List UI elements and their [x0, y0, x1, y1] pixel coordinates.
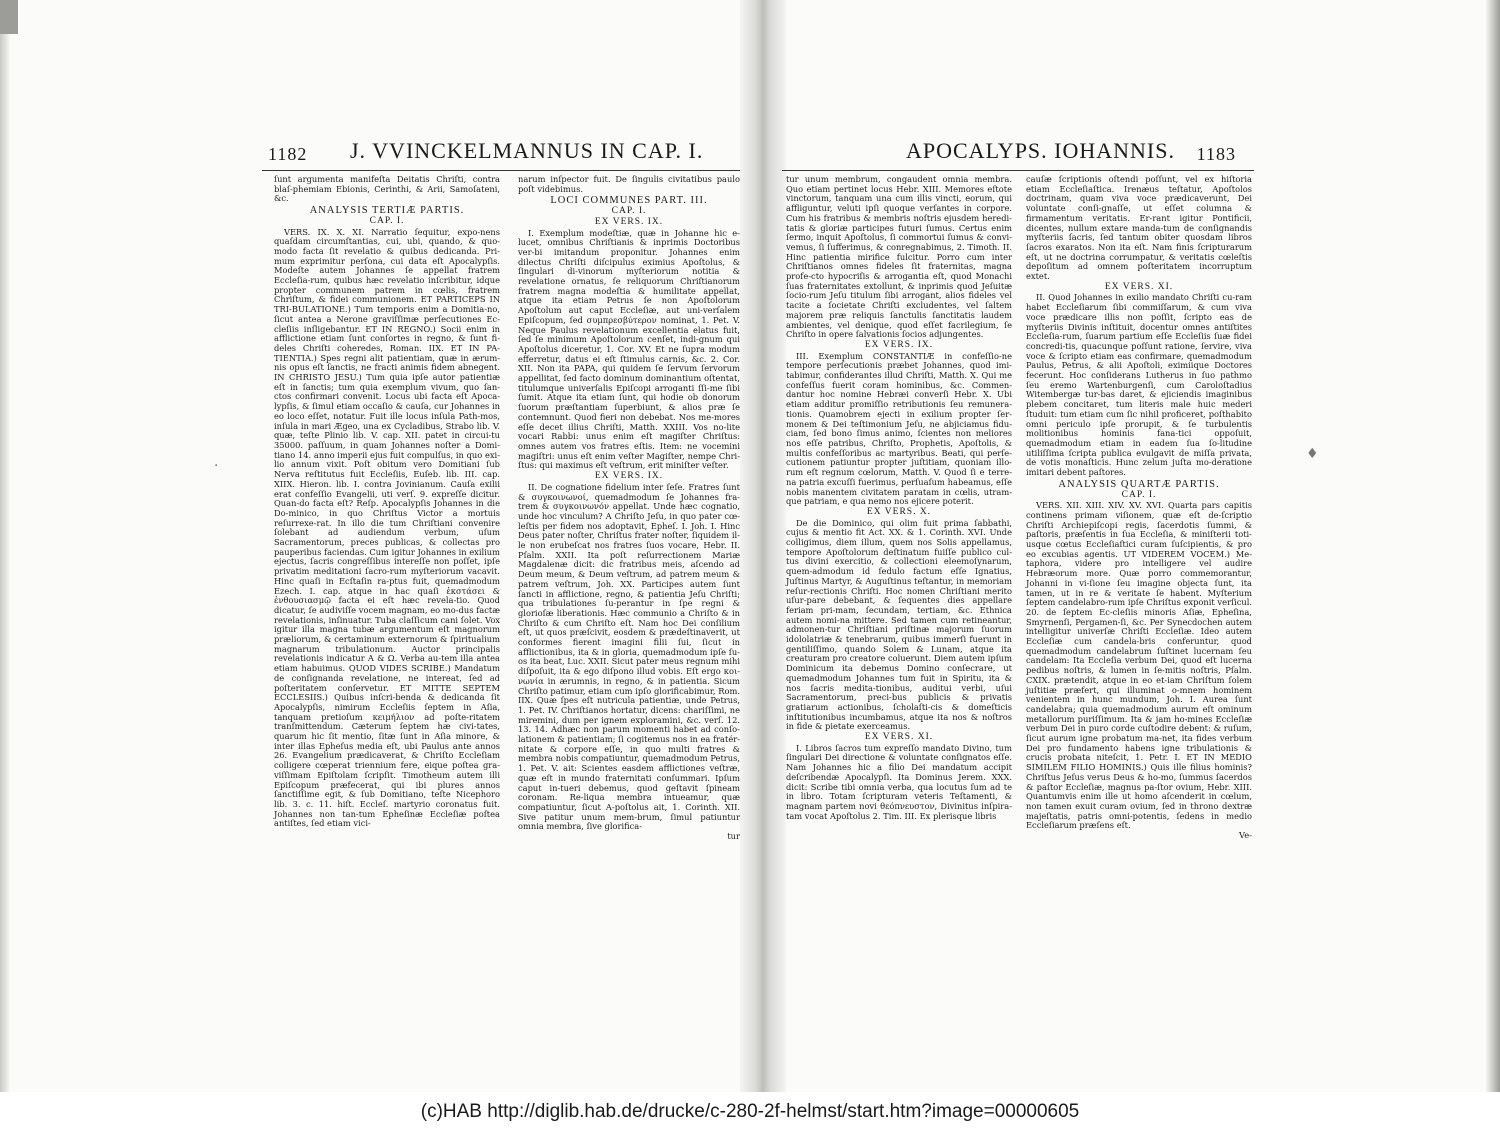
- body-paragraph: II. De cognatione fidelium inter ſeſe. Fratres ſunt & συγκοινωνοί, quemadmodum ſe Johannes fra-trem & συγκοινωνόν appellat. Unde hæc cognatio, unde hoc vinculum? A Chriſto Jeſu, in quo pater cœ-leſtis per fidem nos adoptavit, Epheſ. I. Joh. I. Hinc Deus pater noſter, Chriſtus frater noſter, ſiquidem il-le non erubeſcat nos fratres ſuos vocare, Hebr. II. Pſalm. XXII. Ita poſt reſurrectionem Mariæ Magdalenæ dicit: dic fratribus meis, aſcendo ad Deum meum, & Deum veſtrum, ad patrem meum & patrem veſtrum, Joh. XX. Participes autem ſunt ſancti in afflictione, regno, & patientia Jeſu Chriſti; qua tribulationes ſu-perantur in ſpe regni & glorioſæ liberationis. Hæc communio a Chriſto & in Chriſto & cum Chriſto eſt. Nam hoc Dei conſilium eſt, ut quos præſcivit, eosdem & prædeſtinaverit, ut conformes fierent imagini filii ſui, ſicut in afflictionibus, ita & in gloria, quemadmodum ipſe ſu-os ita beat, Luc. XXII. Sicut pater meus regnum mihi diſpoſuit, ita & ego diſpono illud vobis. Eſt ergo κοι-νωνία in ærumnis, in regno, & in patientia. Sicum Chriſto patimur, etiam cum ipſo glorificabimur, Rom. IIX. Quæ ſpes eſt nutricula patientiæ, unde Petrus, 1. Pet. IV. Chriſtianos hortatur, dicens: chariſſimi, ne miremini, dum per ignem exploramini, &c. verſ. 12. 13. 14. Adhæc non parum momenti habet ad conſo-lationem & patientiam; ſi cogitemus nos in ea fratér-nitate & corpore eſſe, in quo multi fratres & membra nobis compatiuntur, quemadmodum Petrus, 1. Pet. V. ait: Scientes easdem afflictiones veſtræ, quæ eſt in mundo fraternitati conſummari. Ipſum caput in-tueri debemus, quod geſtavit ſpineam coronam. Re-liqua membra intueamur, quæ compatiuntur, ſicut A-poſtolus ait, 1. Corinth. XII. Sive patitur unum mem-brum, ſimul patiuntur omnia membra, ſive glorifica-: [518, 481, 740, 832]
- body-paragraph: narum inſpector fuit. De ſingulis civitatibus paulo poſt videbimus.: [518, 174, 740, 194]
- body-paragraph: VERS. XII. XIII. XIV. XV. XVI. Quarta pars capitis continens primam viſionem, quæ eſt de-ſcriptio Chriſti Archiepiſcopi regis, ſacerdotis ſummi, & paſtoris, præſentis in ſua Eccleſia, & miniſterii toti-usque cœtus Eccleſiaſtici curam ſuſcipientis, & pro eo excubias agentis. UT VIDEREM VOCEM.) Me-taphora, videre pro intelligere vel audire Hebræorum more. Quæ porro commemorantur, Johanni in vi-ſione ſeu imagine objecta ſunt, ita tamen, ut in re & veritate ſe habent. Myſterium ſeptem candelabro-rum ipſe Chriſtus exponit verſicul. 20. de ſeptem Ec-cleſiis minoris Aſiæ, Epheſina, Smyrnenſi, Pergamen-ſi, &c. Per Synecdochen autem intelligitur univerſæ Chriſti Eccleſiæ. Ideo autem Eccleſiæ cum candela-bris conferuntur, quod quemadmodum candelabrum ſuſtinet lucernam ſeu candelam: Ita Eccleſia verbum Dei, quod eſt lucerna pedibus noſtris, & lumen in ſe-mitis noſtris, Pſalm. CXIX. prætendit, atque in eo et-iam Chriſtum ſolem juſtitiæ præfert, qui illuminat o-mnem hominem venientem in hunc mundum, Joh. I. Aurea ſunt candelabra; quia quemadmodum aurum eſt ominum metallorum puriſſimum. Ita & jam ho-mines Eccleſiæ verbum Dei in puro corde cuſtodire debent: & ruſum, ſicut aurum igne probatum ma-net, ita fides verbum Dei pro fundamento habens igne tribulationis & crucis probata niteſcit, 1. Petr. I. ET IN MEDIO SIMILEM FILIO HOMINIS.) Quis ille filius hominis? Chriſtus Jeſus verus Deus & ho-mo, ſummus ſacerdos & paſtor Eccleſiæ, magnus pa-ſtor ovium, Hebr. XIII. Quantumvis enim ille ut homo aſcenderit in cœlum, non tamen exuit curam ovium, ſed in throno dextræ majeſtatis, patris omni-potentis, ſedens in medio Eccleſiarum præſens eſt.: [1026, 500, 1252, 831]
- subsection-heading: EX VERS. IX.: [594, 216, 664, 227]
- right-page-column-2: [1026, 175, 1252, 841]
- subsection-heading: EX VERS. IX.: [594, 471, 664, 482]
- section-heading: ANALYSIS QUARTÆ PARTIS.: [1058, 478, 1220, 490]
- subsection-heading: EX VERS. XI.: [864, 732, 934, 743]
- body-paragraph: VERS. IX. X. XI. Narratio ſequitur, expo-nens quaſdam circumſtantias, cui, ubi, quando, & quo-modo facta ſit revelatio & quibus dedicanda. Pri-mum exprimitur perſona, cui data eſt Apocalypſis. Modeſte autem Johannes ſe appellat fratrem Eccleſia-rum, quibus hæc revelatio inſcribitur, idque propter communem patrem in cœlis, fratrem Chriſtum, & fidei communionem. ET PARTICEPS IN TRI-BULATIONE.) Tum temporis enim a Domitia-no, ſicut antea a Nerone graviſſimæ perſecutiones Ec-cleſiis inſligebantur. ET IN REGNO.) Socii enim in afflictione etiam ſunt conſortes in regno, & ſunt fi-deles Chriſti coheredes, Roman. IIX. ET IN PA-TIENTIA.) Spes regni alit patientiam, quæ in ærum-nis opus eſt ſanctis, ne fracti animis fidem abnegent. IN CHRISTO JESU.) Tum quia ipſe autor patientiæ eſt in ſanctis; tum quia exemplum vivum, quo ſan-ctos confirmari convenit. Locus ubi facta eſt Apoca-lypſis, & ſimul etiam occaſio & cauſa, cur Johannes in eo loco eſſet, notatur. Fuit ille locus inſula Path-mos, inſula in mari Ægeo, una ex Cycladibus, Strabo lib. V. quæ, teſte Plinio lib. V. cap. XII. patet in circui-tu 35000. paſſuum, in quam Johannes noſter a Domi-tiano 14. anno imperii ejus fuit compulſus, in quo exi-lio annum vixit. Poſt obitum vero Domitiani ſub Nerva reſtitutus fuit Eccleſiis, Euſeb. lib. III. cap. XIIX. Hieron. lib. I. contra Jovinianum. Cauſa exilii erat confeſſio Evangelii, uti verſ. 9. expreſſe dicitur. Quan-do facta eſt? Reſp. Apocalypſis Johannes in die Do-minico, in quo Chriſtus Victor a mortuis reſurrexe-rat. In illo die tum Chriſtiani convenire ſolebant ad audiendum verbum, uſum Sacramentorum, preces publicas, & collectas pro pauperibus faciendas. Cum igitur Johannes in exilium ejectus, ſacris congreſſibus intereſſe non poſſet, ipſe privatim meditationi ſacro-rum myſteriorum vacavit. Hinc quaſi in Ecſtaſin ra-ptus fuit, quemadmodum Ezech. I. cap. atque in hac quaſi ἐκστάσει & ἐνθουσιασμῷ facta ei eſt hæc revela-tio. Quod dicatur, ſe audiviſſe vocem magnam, eo mo-dus factæ revelationis, inſinuatur. Tuba claſſicum cani ſolet. Vox igitur illa magna tubæ argumentum eſt magnorum præliorum, & certaminum externorum & ſpiritualium magnarum tribulationum. Auctor principalis revelationis indicatur A & Ω. Verba au-tem illa antea etiam habuimus. QUOD VIDES SCRIBE.) Mandatum de conſignanda revelatione, ne intereat, ſed ad poſteritatem conſervetur. ET MITTE SEPTEM ECCLESIIS.) Quibus inſcri-benda & dedicanda ſit Apocalypſis, nimirum Eccleſiis ſeptem in Aſia, tanquam pretioſum κειμήλιον ad poſte-ritatem tranſmittendum. Cæterum ſeptem hæ civi-tates, quarum hic ſit mentio, ſitæ ſunt in Aſia minore, & inter illas Epheſus media eſt, ubi Paulus ante annos 26. Evangelium prædicaverat, & Chriſto Eccleſiam colligere cœperat triennium fere, eique poſtea gra-viſſimam Epiſtolam ſcripſit. Timotheum autem illi Epiſcopum præfecerat, qui ibi plures annos ſanctiſſime egit, & ſub Domitiano, teſte Nicephoro lib. 3. c. 11. hiſt. Eccleſ. martyrio coronatus fuit. Johannes non tan-tum Epheſinæ Eccleſiæ poſtea antiſtes, ſed etiam vici-: [274, 226, 500, 829]
- copyright-footer: (c)HAB http://diglib.hab.de/drucke/c-280-2f-helmst/start.htm?image=00000605: [0, 1092, 1500, 1131]
- right-page-column-1: [786, 175, 1012, 821]
- body-paragraph: III. Exemplum CONSTANTIÆ in confeſſio-ne tempore perſecutionis præbet Johannes, quod imi-tabimur, confiderantes illud Chriſti, Matth. X. Qui me confeſſus fuerit coram hominibus, &c. Commen-dantur hoc nomine Hebræi converſi Hebr. X. Ubi etiam additur promiſſio retributionis ſeu remunera-tionis. Quamobrem ejecti in exilium propter ſer-monem & Dei teſtimonium Jeſu, ne abjiciamus fidu-ciam, ſed bono ſimus animo, ſcientes non meliores nos eſſe patribus, Chriſto, Prophetis, Apoſtolis, & multis confeſſoribus ac martyribus. Beati, qui perſe-cutionem patiuntur propter juſtitiam, quoniam illo-rum eſt regnum cœlorum, Matth. V. Quod ſi e terre-na patria excuſſi fuerimus, perſuaſum habeamus, eſſe nobis manentem civitatem paratam in cœlis, utram-que patriam, e qua nemo nos ejicere poterit.: [786, 350, 1012, 507]
- left-running-title: J. VVINCKELMANNUS IN CAP. I.: [350, 138, 704, 163]
- body-paragraph: II. Quod Johannes in exilio mandato Chriſti cu-ram habet Eccleſiarum ſibi commiſſarum, & cum viva voce prædicare illis non poſſit, ſcripto eas de myſteriis Divinis inſtituit, docentur omnes antiſtites Eccleſia-rum, ſuarum partium eſſe Eccleſiis ſuæ fidei concredi-tis, quacunque poſſunt ratione, ſervire, viva voce & ſcripto etiam eas confirmare, quemadmodum Paulus, Petrus, & alii Apoſtoli, eximiique Doctores fecerunt. Hoc conſiderans Lutherus in ſuo pathmo ſeu eremo Wartenburgenſi, cum Caroloſtadius Witembergæ tur-bas daret, & ejiciendis imaginibus plebem concitaret, tum literis male huic mederi ſtuduit: tum etiam cum ſic nihil proficeret, poſthabito omni periculo ipſe prorupit, & ſe turbulentis molitionibus hominis fana-tici oppoſuit, quemadmodum etiam in eadem ſua ſo-litudine utiliſſima ſcripta publica evulgavit de miſſa privata, de votis monaſticis. Hunc zelum juſta mo-deratione imitari debent paſtores.: [1026, 292, 1252, 478]
- left-page-number: 1182: [268, 144, 308, 164]
- body-paragraph: ſunt argumenta manifeſta Deitatis Chriſti, contra blaſ-phemiam Ebionis, Cerinthi, & Arii, Samoſateni, &c.: [274, 174, 500, 204]
- subsection-heading: EX VERS. IX.: [864, 339, 934, 350]
- catchword: tur: [727, 831, 740, 842]
- catchword: Ve-: [1239, 830, 1252, 841]
- section-heading: LOCI COMMUNES PART. III.: [550, 195, 708, 207]
- subsection-heading: EX VERS. XI.: [1104, 281, 1174, 292]
- left-page-column-2: [518, 175, 740, 842]
- right-head-rule: [782, 170, 1254, 171]
- subsection-heading: CAP. I.: [369, 215, 405, 226]
- ink-speck: ·: [214, 458, 219, 474]
- right-page-number: 1183: [1196, 144, 1236, 164]
- right-running-head: [782, 134, 1254, 168]
- right-running-title: APOCALYPS. IOHANNIS.: [906, 138, 1175, 163]
- book-gutter: [740, 0, 786, 1092]
- left-page: [262, 134, 740, 842]
- ink-speck: ♦: [1306, 446, 1319, 462]
- left-page-edge: [0, 0, 10, 1092]
- body-paragraph: tur unum membrum, congaudent omnia membra. Quo etiam pertinet locus Hebr. XIII. Memores eſtote vinctorum, tanquam una cum illis vincti, eorum, qui affliguntur, veluti ipſi quoque verſantes in corpore. Cum his fratribus & membris noſtris ejusdem heredi-tatis & gloriæ participes futuri ſumus. Certus enim ſermo, inquit Apoſtolus, ſi commortui ſumus & convi-vemus, ſi ſufferimus, & conregnabimus, 2. Timoth. II. Hinc patientia mirifice fulcitur. Porro cum inter Chriſtianos omnes fideles ſit fraternitas, magna profe-cto hypocriſis & arrogantia eſt, quod Monachi ſuas fraternitates extollunt, & inprimis quod Jeſuitæ ſocio-rum Jeſu titulum ſibi arrogant, alios fideles vel tacite a ſocietate Chriſti excludentes, vel ſaltem majorem præ reliquis ſanctulis ſanctitatis laudem ambientes, vel denique, quod eſſet facrilegium, ſe Chriſto in opere ſalvationis ſocios adjungentes.: [786, 174, 1012, 340]
- body-paragraph: cauſæ ſcriptionis oſtendi poſſunt, vel ex hiſtoria etiam Eccleſiaſtica. Irenæus teſtatur, Apoſtolos doctrinam, quam viva voce prædicaverunt, Dei voluntate conſi-gnaſſe, ut eſſet columna & firmamentum veritatis. Er-rant igitur Pontificii, dicentes, nullum extare manda-tum de conſignandis myſteriis ſacris, ſed tantum obiter quosdam libros ſacros exaratos. Non ita eſt. Nam finis ſcripturarum eſt, ut ne doctrina corrumpatur, & veritatis cœleſtis depoſitum ad omnem poſteritatem incorruptum extet.: [1026, 174, 1252, 282]
- left-running-head: [262, 134, 740, 168]
- body-paragraph: I. Libros ſacros tum expreſſo mandato Divino, tum ſingulari Dei directione & voluntate conſignatos eſſe. Nam Johannes hic a filio Dei mandatum accipit deſcribendæ Apocalypſi. Ita Dominus Jerem. XXX. dicit: Scribe tibi omnia verba, qua locutus ſum ad te in libro. Totam ſcripturam veteris Teſtamenti, & magnam partem novi θεόπνευστον, Divinitus inſpira-tam vocat Apoſtolus 2. Tim. III. Ex plerisque libris: [786, 742, 1012, 821]
- subsection-heading: EX VERS. X.: [866, 506, 932, 517]
- right-page-edge: [1486, 0, 1500, 1092]
- subsection-heading: CAP. I.: [611, 206, 647, 217]
- scan-corner-smudge: [0, 0, 18, 34]
- left-page-column-1: [274, 175, 500, 829]
- right-page: [782, 134, 1254, 841]
- subsection-heading: CAP. I.: [1121, 489, 1157, 500]
- left-head-rule: [262, 170, 740, 171]
- section-heading: ANALYSIS TERTIÆ PARTIS.: [309, 205, 465, 217]
- body-paragraph: I. Exemplum modeſtiæ, quæ in Johanne hic e-lucet, omnibus Chriſtianis & inprimis Doctoribus ver-bi imitandum proponitur. Johannes enim dilectus Chriſti diſcipulus eximius Apoſtolus, & ſingulari di-vinorum myſteriorum notitia & revelatione ornatus, ſe reliquorum Chriſtianorum fratrem magna modeſtia & humilitate appellat, atque ita etiam Petrus ſe non Apoſtolorum Apoſtolum aut caput Eccleſiæ, aut uni-verſalem Epiſcopum, ſed συμπρεσβύτερον nominat, 1. Pet. V. Neque Paulus revelationum excellentia elatus fuit, ſed ſe minimum Apoſtolorum cenſet, indi-gnum qui Apoſtolus diceretur, 1. Cor. XV. Et ne ſupra modum efferretur, datus ei eſt ſtimulus carnis, &c. 2. Cor. XII. Non ita PAPA, qui quidem ſe ſervum ſervorum appellitat, ſed facto dominum dominantium oſtentat, titulumque univerſalis Epiſcopi arroganti ſſi-me ſibi ſumit. Atque ita etiam ſunt, qui hodie ob donorum ſuorum præſtantiam ſuperbiunt, & alios præ ſe contemnunt. Quod fieri non debebat. Nos me-mores eſſe decet illius Chriſti, Matth. XXIII. Vos no-lite vocari Rabbi: unus enim eſt magiſter Chriſtus: omnes autem vos fratres eſtis. Item: ne vocemini magiſtri: unus eſt enim veſter Magiſter, nempe Chri-ſtus: qui maximus eſt veſtrum, erit miniſter veſter.: [518, 227, 740, 471]
- body-paragraph: De die Dominico, qui olim fuit prima ſabbathi, cujus & mentio fit Act. XX. & 1. Corinth. XVI. Unde colligimus, diem illum, quem nos Solis appellamus, tempore Apoſtolorum deſtinatum fuiſſe publico cul-tus divini exercitio, & collectioni eleemoſynarum, quem-admodum id ſedulo factum eſſe Ignatius, Juſtinus Martyr, & Auguſtinus teſtantur, in memoriam reſur-rectionis Chriſti. Hoc nomen Chriſtiani merito uſur-pare debebant, & ſequentes dies appellare feriam pri-mam, ſecundam, tertiam, &c. Ethnica autem nomi-na mittere. Sed tamen cum retineantur, admonen-tur Chriſtiani priſtinæ majorum ſuorum idololatriæ & tenebrarum, quibus immerſi fuerunt in gentiliſſimo, quando Solem & Lunam, atque ita creaturam pro creatore coluerunt. Diem autem ipſum Dominicum ita debemus Domino conſecrare, ut quemadmodum Johannes tum fuit in Spiritu, ita & nos ſacris medita-tionibus, auditui verbi, uſui Sacramentorum, preci-bus publicis & privatis gratiarum actionibus, ſcholaſti-cis & domeſticis inſtitutionibus incumbamus, atque ita nos & noſtros in fide & pietate exerceamus.: [786, 517, 1012, 732]
